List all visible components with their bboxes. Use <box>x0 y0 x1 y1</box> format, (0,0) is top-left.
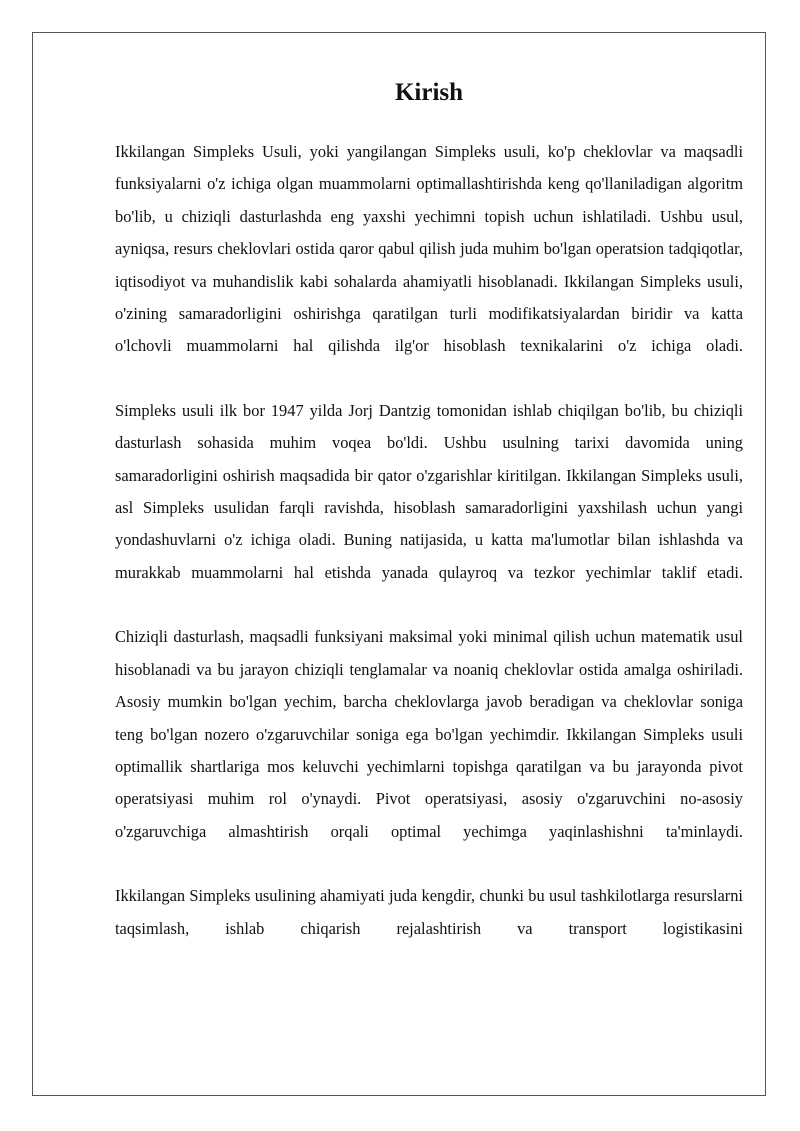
paragraph-3: Chiziqli dasturlash, maqsadli funksiyani maksimal yoki minimal qilish uchun matematik usul hisoblanadi va bu jarayon chiziqli tenglamalar va noaniq cheklovlar ostida amalga oshiriladi. Asosiy mumkin bo'lgan yechim, barcha cheklovlarga javob beradigan va cheklovlar soniga teng bo'lgan nozero o'zgaruvchilar soniga ega bo'lgan yechimdir. Ikkilangan Simpleks usuli optimallik shartlariga mos keluvchi yechimlarni topishga qaratilgan va bu jarayonda pivot operatsiyasi muhim rol o'ynaydi. Pivot operatsiyasi, asosiy o'zgaruvchini no-asosiy o'zgaruvchiga almashtirish orqali optimal yechimga yaqinlashishni ta'minlaydi. <box>115 627 743 841</box>
paragraph-1: Ikkilangan Simpleks Usuli, yoki yangilangan Simpleks usuli, ko'p cheklovlar va maqsadli funksiyalarni o'z ichiga olgan muammolarni optimallashtirishda keng qo'llaniladigan algoritm bo'lib, u chiziqli dasturlashda eng yaxshi yechimni topish uchun ishlatiladi. Ushbu usul, ayniqsa, resurs cheklovlari ostida qaror qabul qilish juda muhim bo'lgan operatsion tadqiqotlar, iqtisodiyot va muhandislik kabi sohalarda ahamiyatli hisoblanadi. Ikkilangan Simpleks usuli, o'zining samaradorligini oshirishga qaratilgan turli modifikatsiyalardan biridir va katta o'lchovli muammolarni hal qilishda ilg'or hisoblash texnikalarini o'z ichiga oladi. <box>115 142 743 356</box>
paragraph-4: Ikkilangan Simpleks usulining ahamiyati juda kengdir, chunki bu usul tashkilotlarga resurslarni taqsimlash, ishlab chiqarish rejalashtirish va transport logistikasini <box>115 886 743 938</box>
document-page <box>32 32 766 1096</box>
page-content <box>115 73 743 945</box>
page-title: Kirish <box>394 79 464 106</box>
paragraph-2: Simpleks usuli ilk bor 1947 yilda Jorj Dantzig tomonidan ishlab chiqilgan bo'lib, bu chiziqli dasturlash sohasida muhim voqea bo'ldi. Ushbu usulning tarixi davomida uning samaradorligini oshirish maqsadida bir qator o'zgarishlar kiritilgan. Ikkilangan Simpleks usuli, asl Simpleks usulidan farqli ravishda, hisoblash samaradorligini yaxshilash uchun yangi yondashuvlarni o'z ichiga oladi. Buning natijasida, u katta ma'lumotlar bilan ishlashda va murakkab muammolarni hal etishda yanada qulayroq va tezkor yechimlar taklif etadi. <box>115 400 743 582</box>
